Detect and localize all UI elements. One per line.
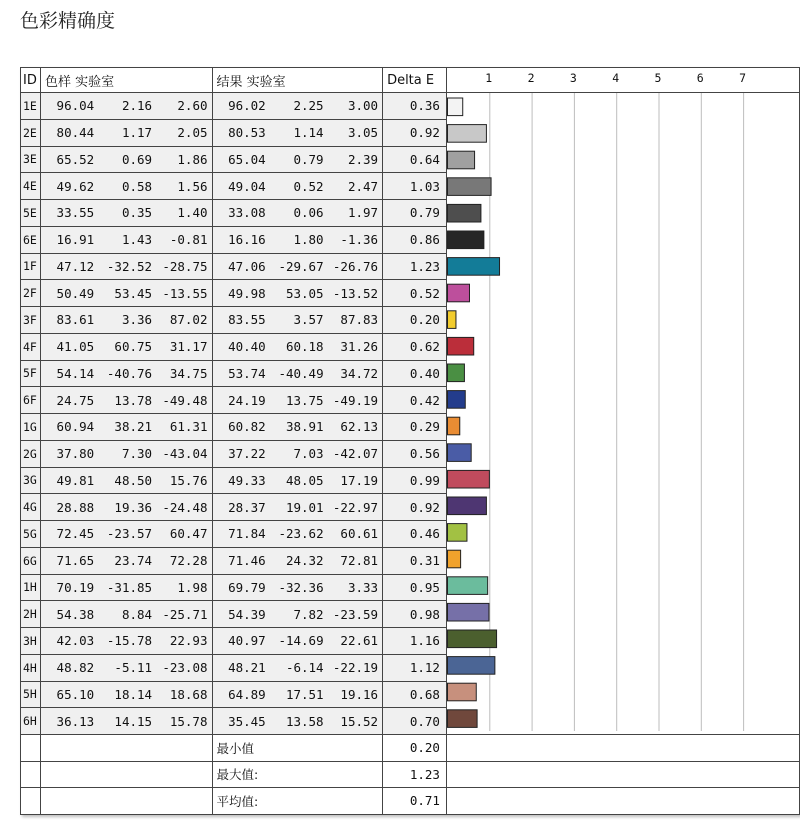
delta-e-bar-5E: [447, 204, 480, 222]
sample-lab-value: 49.62: [40, 173, 98, 200]
result-lab-value: 2.25: [270, 93, 328, 120]
patch-id: 5F: [21, 360, 41, 387]
sample-lab-value: 23.74: [98, 547, 156, 574]
result-lab-value: 7.82: [270, 601, 328, 628]
sample-lab-value: 50.49: [40, 280, 98, 307]
patch-id: 1H: [21, 574, 41, 601]
sample-lab-value: 87.02: [156, 307, 212, 334]
result-lab-value: 1.80: [270, 226, 328, 253]
sample-lab-value: 65.10: [40, 681, 98, 708]
patch-id: 6E: [21, 226, 41, 253]
result-lab-value: -40.49: [270, 360, 328, 387]
sample-lab-value: 80.44: [40, 119, 98, 146]
patch-id: 4E: [21, 173, 41, 200]
result-lab-value: 49.04: [212, 173, 270, 200]
delta-e-bar-3F: [447, 311, 455, 329]
result-lab-value: 3.57: [270, 307, 328, 334]
delta-e-bar-1F: [447, 258, 499, 276]
result-lab-value: 0.79: [270, 146, 328, 173]
sample-lab-value: 54.38: [40, 601, 98, 628]
sample-lab-value: 34.75: [156, 360, 212, 387]
delta-e-value: 1.12: [383, 654, 447, 681]
patch-id: 5H: [21, 681, 41, 708]
delta-e-bar-5H: [447, 683, 476, 701]
sample-lab-value: 72.28: [156, 547, 212, 574]
result-lab-value: 60.82: [212, 414, 270, 441]
sample-lab-value: 65.52: [40, 146, 98, 173]
x-tick-label: 1: [485, 71, 493, 85]
delta-e-bar-6H: [447, 710, 477, 728]
result-lab-value: 15.52: [328, 708, 383, 735]
delta-e-value: 0.79: [383, 200, 447, 227]
sample-lab-value: 47.12: [40, 253, 98, 280]
sample-lab-value: 60.47: [156, 521, 212, 548]
result-lab-value: 33.08: [212, 200, 270, 227]
sample-lab-value: -25.71: [156, 601, 212, 628]
sample-lab-value: 33.55: [40, 200, 98, 227]
result-lab-value: 13.58: [270, 708, 328, 735]
sample-lab-value: 0.69: [98, 146, 156, 173]
result-lab-value: 24.32: [270, 547, 328, 574]
delta-e-bar-1E: [447, 98, 462, 116]
sample-lab-value: 83.61: [40, 307, 98, 334]
delta-e-bar-6E: [447, 231, 483, 249]
result-lab-value: 40.97: [212, 628, 270, 655]
result-lab-value: 83.55: [212, 307, 270, 334]
sample-lab-value: -5.11: [98, 654, 156, 681]
result-lab-value: 48.05: [270, 467, 328, 494]
delta-e-bar-3G: [447, 470, 489, 488]
sample-lab-value: 1.17: [98, 119, 156, 146]
delta-e-bar-3E: [447, 151, 474, 169]
result-lab-value: 22.61: [328, 628, 383, 655]
delta-e-value: 0.98: [383, 601, 447, 628]
sample-lab-value: 38.21: [98, 414, 156, 441]
delta-e-bar-6F: [447, 391, 465, 409]
delta-e-bar-5F: [447, 364, 464, 382]
patch-id: 2F: [21, 280, 41, 307]
sample-lab-value: 2.16: [98, 93, 156, 120]
result-lab-value: -14.69: [270, 628, 328, 655]
result-lab-value: 71.46: [212, 547, 270, 574]
result-lab-value: 35.45: [212, 708, 270, 735]
delta-e-value: 0.92: [383, 494, 447, 521]
sample-lab-value: 3.36: [98, 307, 156, 334]
result-lab-value: -32.36: [270, 574, 328, 601]
patch-id: 3E: [21, 146, 41, 173]
result-lab-value: 62.13: [328, 414, 383, 441]
sample-lab-value: 1.98: [156, 574, 212, 601]
sample-lab-value: -49.48: [156, 387, 212, 414]
result-lab-value: -29.67: [270, 253, 328, 280]
result-lab-value: 16.16: [212, 226, 270, 253]
sample-lab-value: 24.75: [40, 387, 98, 414]
result-lab-value: -6.14: [270, 654, 328, 681]
sample-lab-value: 60.94: [40, 414, 98, 441]
x-tick-label: 5: [654, 71, 662, 85]
sample-lab-value: 1.43: [98, 226, 156, 253]
sample-lab-value: 71.65: [40, 547, 98, 574]
result-lab-value: 0.06: [270, 200, 328, 227]
delta-e-value: 0.92: [383, 119, 447, 146]
delta-e-value: 1.16: [383, 628, 447, 655]
result-lab-value: 2.47: [328, 173, 383, 200]
result-lab-value: 60.18: [270, 333, 328, 360]
result-lab-value: 96.02: [212, 93, 270, 120]
sample-lab-value: 0.35: [98, 200, 156, 227]
result-lab-value: 65.04: [212, 146, 270, 173]
patch-id: 2H: [21, 601, 41, 628]
sample-lab-value: 49.81: [40, 467, 98, 494]
delta-e-value: 0.86: [383, 226, 447, 253]
patch-id: 1F: [21, 253, 41, 280]
delta-e-value: 0.36: [383, 93, 447, 120]
result-lab-value: 69.79: [212, 574, 270, 601]
delta-e-value: 0.52: [383, 280, 447, 307]
x-tick-label: 6: [696, 71, 704, 85]
chart-axis: [447, 68, 799, 88]
patch-id: 3H: [21, 628, 41, 655]
delta-e-bar-3H: [447, 630, 496, 648]
result-lab-value: -1.36: [328, 226, 383, 253]
patch-id: 4F: [21, 333, 41, 360]
patch-id: 6F: [21, 387, 41, 414]
summary-chart-blank: [446, 761, 799, 788]
sample-lab-value: 60.75: [98, 333, 156, 360]
delta-e-value: 1.03: [383, 173, 447, 200]
sample-lab-value: 19.36: [98, 494, 156, 521]
sample-lab-value: 14.15: [98, 708, 156, 735]
patch-id: 3G: [21, 467, 41, 494]
sample-lab-value: 37.80: [40, 440, 98, 467]
delta-e-bar-1G: [447, 417, 459, 435]
delta-e-value: 0.42: [383, 387, 447, 414]
sample-lab-value: 1.86: [156, 146, 212, 173]
sample-lab-value: 48.50: [98, 467, 156, 494]
patch-id: 5E: [21, 200, 41, 227]
result-lab-value: 19.01: [270, 494, 328, 521]
result-lab-value: 40.40: [212, 333, 270, 360]
sample-lab-value: 7.30: [98, 440, 156, 467]
header-id: ID: [21, 68, 41, 93]
sample-lab-value: 15.78: [156, 708, 212, 735]
chart-axis-header: [446, 68, 799, 93]
result-lab-value: -42.07: [328, 440, 383, 467]
sample-lab-value: 54.14: [40, 360, 98, 387]
page-title: 色彩精确度: [20, 10, 116, 32]
sample-lab-value: -32.52: [98, 253, 156, 280]
patch-id: 6G: [21, 547, 41, 574]
sample-lab-value: 18.14: [98, 681, 156, 708]
sample-lab-value: 72.45: [40, 521, 98, 548]
sample-lab-value: 15.76: [156, 467, 212, 494]
sample-lab-value: -0.81: [156, 226, 212, 253]
delta-e-value: 0.20: [383, 307, 447, 334]
sample-lab-value: 42.03: [40, 628, 98, 655]
result-lab-value: 17.19: [328, 467, 383, 494]
sample-lab-value: 13.78: [98, 387, 156, 414]
result-lab-value: -13.52: [328, 280, 383, 307]
summary-row: [21, 788, 800, 815]
summary-value: 0.20: [383, 735, 447, 762]
sample-lab-value: 36.13: [40, 708, 98, 735]
result-lab-value: 64.89: [212, 681, 270, 708]
delta-e-value: 0.46: [383, 521, 447, 548]
result-lab-value: 28.37: [212, 494, 270, 521]
summary-blank: [21, 788, 41, 815]
summary-blank: [40, 735, 212, 762]
sample-lab-value: 41.05: [40, 333, 98, 360]
patch-id: 1G: [21, 414, 41, 441]
summary-blank: [40, 788, 212, 815]
sample-lab-value: -24.48: [156, 494, 212, 521]
patch-id: 4H: [21, 654, 41, 681]
result-lab-value: -23.59: [328, 601, 383, 628]
sample-lab-value: 22.93: [156, 628, 212, 655]
delta-e-bar-4E: [447, 178, 491, 196]
result-lab-value: -22.19: [328, 654, 383, 681]
patch-id: 1E: [21, 93, 41, 120]
result-lab-value: 34.72: [328, 360, 383, 387]
sample-lab-value: -23.57: [98, 521, 156, 548]
result-lab-value: 3.00: [328, 93, 383, 120]
delta-e-bar-chart: [446, 93, 799, 735]
delta-e-bar-5G: [447, 524, 466, 542]
result-lab-value: -22.97: [328, 494, 383, 521]
result-lab-value: 13.75: [270, 387, 328, 414]
result-lab-value: 49.33: [212, 467, 270, 494]
result-lab-value: -23.62: [270, 521, 328, 548]
delta-e-value: 0.62: [383, 333, 447, 360]
delta-e-bar-2H: [447, 603, 488, 621]
sample-lab-value: 0.58: [98, 173, 156, 200]
result-lab-value: 53.05: [270, 280, 328, 307]
sample-lab-value: -28.75: [156, 253, 212, 280]
patch-id: 4G: [21, 494, 41, 521]
delta-e-value: 0.56: [383, 440, 447, 467]
sample-lab-value: -43.04: [156, 440, 212, 467]
summary-row: [21, 735, 800, 762]
header-delta-e: Delta E: [383, 68, 447, 93]
result-lab-value: 19.16: [328, 681, 383, 708]
bar-plot-area: [447, 93, 799, 731]
result-lab-value: 3.05: [328, 119, 383, 146]
result-lab-value: 7.03: [270, 440, 328, 467]
patch-id: 2G: [21, 440, 41, 467]
delta-e-bar-2F: [447, 284, 469, 302]
result-lab-value: 38.91: [270, 414, 328, 441]
patch-id: 3F: [21, 307, 41, 334]
sample-lab-value: 28.88: [40, 494, 98, 521]
delta-e-value: 0.99: [383, 467, 447, 494]
sample-lab-value: 48.82: [40, 654, 98, 681]
sample-lab-value: 16.91: [40, 226, 98, 253]
patch-id: 6H: [21, 708, 41, 735]
result-lab-value: 3.33: [328, 574, 383, 601]
delta-e-bar-6G: [447, 550, 460, 568]
result-lab-value: 0.52: [270, 173, 328, 200]
summary-label: 平均值:: [212, 788, 383, 815]
x-tick-label: 2: [527, 71, 535, 85]
delta-e-value: 0.29: [383, 414, 447, 441]
result-lab-value: 80.53: [212, 119, 270, 146]
result-lab-value: -26.76: [328, 253, 383, 280]
result-lab-value: 48.21: [212, 654, 270, 681]
result-lab-value: -49.19: [328, 387, 383, 414]
header-result-lab: 结果 实验室: [212, 68, 383, 93]
delta-e-bar-4H: [447, 657, 494, 675]
summary-blank: [21, 761, 41, 788]
result-lab-value: 31.26: [328, 333, 383, 360]
delta-e-value: 0.70: [383, 708, 447, 735]
result-lab-value: 17.51: [270, 681, 328, 708]
delta-e-value: 0.40: [383, 360, 447, 387]
summary-chart-blank: [446, 788, 799, 815]
header-sample-lab: 色样 实验室: [40, 68, 212, 93]
result-lab-value: 60.61: [328, 521, 383, 548]
summary-row: [21, 761, 800, 788]
x-tick-label: 4: [612, 71, 620, 85]
sample-lab-value: 8.84: [98, 601, 156, 628]
sample-lab-value: -15.78: [98, 628, 156, 655]
sample-lab-value: 31.17: [156, 333, 212, 360]
result-lab-value: 1.14: [270, 119, 328, 146]
sample-lab-value: -31.85: [98, 574, 156, 601]
delta-e-value: 0.31: [383, 547, 447, 574]
delta-e-bar-4G: [447, 497, 486, 515]
x-tick-label: 7: [739, 71, 746, 85]
delta-e-bar-1H: [447, 577, 487, 595]
result-lab-value: 87.83: [328, 307, 383, 334]
result-lab-value: 2.39: [328, 146, 383, 173]
summary-label: 最大值:: [212, 761, 383, 788]
sample-lab-value: -23.08: [156, 654, 212, 681]
result-lab-value: 1.97: [328, 200, 383, 227]
delta-e-bar-2E: [447, 125, 486, 143]
result-lab-value: 37.22: [212, 440, 270, 467]
delta-e-value: 0.68: [383, 681, 447, 708]
sample-lab-value: 96.04: [40, 93, 98, 120]
sample-lab-value: -40.76: [98, 360, 156, 387]
result-lab-value: 71.84: [212, 521, 270, 548]
sample-lab-value: 2.05: [156, 119, 212, 146]
delta-e-bar-2G: [447, 444, 471, 462]
color-accuracy-table: [20, 67, 800, 815]
table-header-row: [21, 68, 800, 93]
sample-lab-value: 70.19: [40, 574, 98, 601]
summary-label: 最小值: [212, 735, 383, 762]
patch-id: 2E: [21, 119, 41, 146]
result-lab-value: 47.06: [212, 253, 270, 280]
sample-lab-value: -13.55: [156, 280, 212, 307]
delta-e-value: 1.23: [383, 253, 447, 280]
summary-blank: [21, 735, 41, 762]
delta-e-value: 0.64: [383, 146, 447, 173]
result-lab-value: 24.19: [212, 387, 270, 414]
x-tick-label: 3: [569, 71, 577, 85]
summary-value: 0.71: [383, 788, 447, 815]
delta-e-bar-4F: [447, 337, 473, 355]
summary-value: 1.23: [383, 761, 447, 788]
summary-chart-blank: [446, 735, 799, 762]
result-lab-value: 54.39: [212, 601, 270, 628]
sample-lab-value: 1.56: [156, 173, 212, 200]
summary-blank: [40, 761, 212, 788]
sample-lab-value: 61.31: [156, 414, 212, 441]
delta-e-value: 0.95: [383, 574, 447, 601]
sample-lab-value: 2.60: [156, 93, 212, 120]
sample-lab-value: 1.40: [156, 200, 212, 227]
patch-id: 5G: [21, 521, 41, 548]
result-lab-value: 49.98: [212, 280, 270, 307]
sample-lab-value: 53.45: [98, 280, 156, 307]
table-row: [21, 93, 800, 120]
result-lab-value: 53.74: [212, 360, 270, 387]
result-lab-value: 72.81: [328, 547, 383, 574]
sample-lab-value: 18.68: [156, 681, 212, 708]
